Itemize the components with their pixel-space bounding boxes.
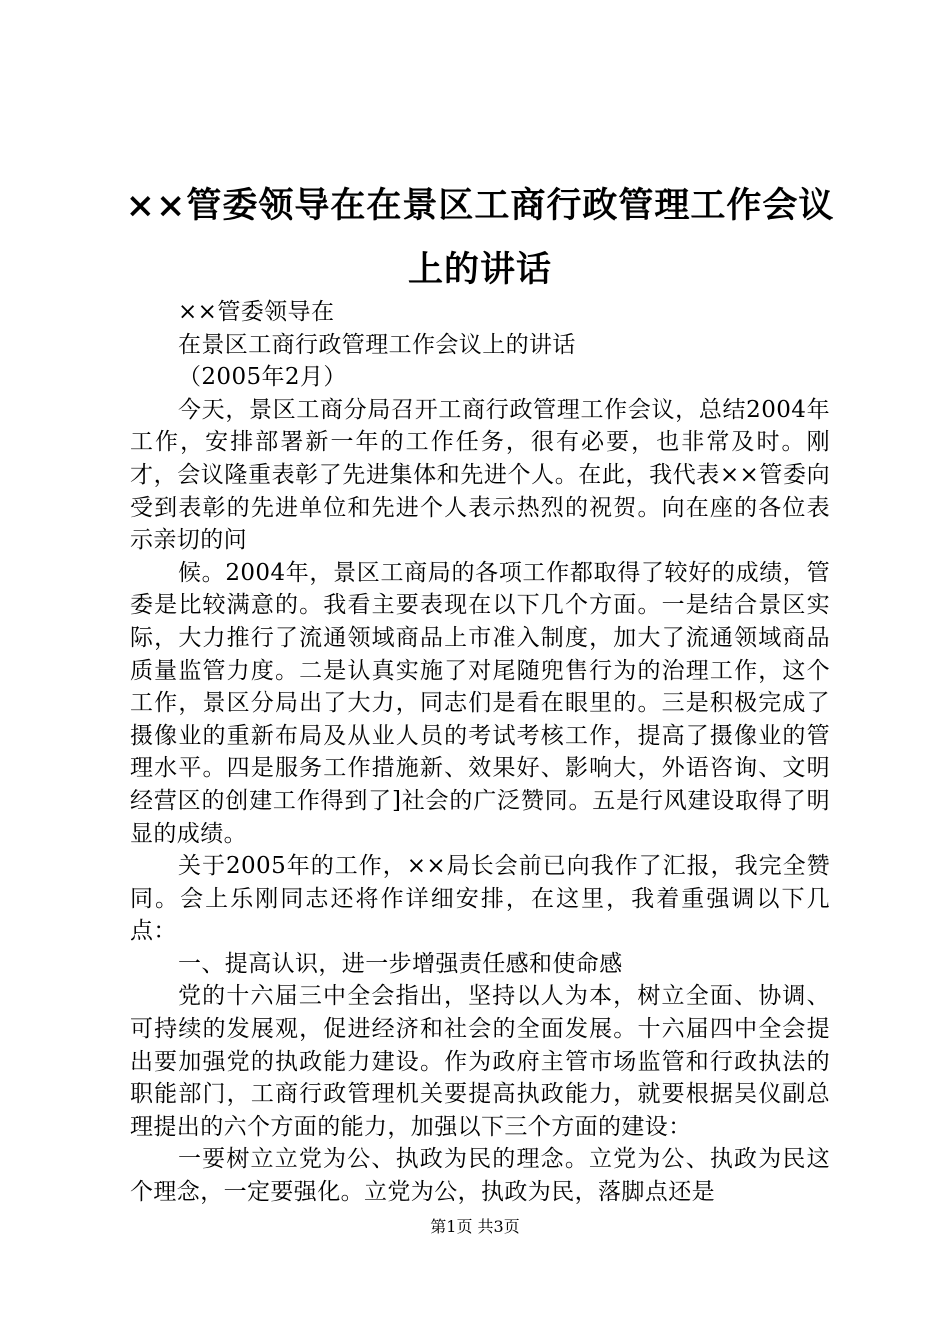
- paragraph-attribution: ××管委领导在: [178, 299, 335, 325]
- document-body: [130, 296, 830, 1209]
- paragraph-opening: 今天，景区工商分局召开工商行政管理工作会议，总结2004年工作，安排部署新一年的工作任务，很有必要，也非常及时。刚才，会议隆重表彰了先进集体和先进个人。在此，我代表××管委向受到表彰的先进单位和先进个人表示热烈的祝贺。向在座的各位表示亲切的问: [130, 396, 830, 554]
- section-heading-1: 一、提高认识，进一步增强责任感和使命感: [178, 950, 623, 977]
- page-footer: 第1页 共3页: [430, 1217, 520, 1236]
- document-title-line-1: ××管委领导在在景区工商行政管理工作会议: [125, 185, 835, 226]
- paragraph-party-guidance: 党的十六届三中全会指出，坚持以人为本，树立全面、协调、可持续的发展观，促进经济和社会的全面发展。十六届四中全会提出要加强党的执政能力建设。作为政府主管市场监管和行政执法的职能部门，工商行政管理机关要提高执政能力，就要根据吴仪副总理提出的六个方面的能力，加强以下三个方面的建设：: [130, 983, 830, 1140]
- paragraph-date: （2005年2月）: [178, 364, 347, 391]
- paragraph-subtitle: 在景区工商行政管理工作会议上的讲话: [178, 331, 576, 358]
- paragraph-2005-work: 关于2005年的工作，××局长会前已向我作了汇报，我完全赞同。会上乐刚同志还将作详细安排，在这里，我着重强调以下几点：: [130, 853, 830, 945]
- paragraph-achievements: 候。2004年，景区工商局的各项工作都取得了较好的成绩，管委是比较满意的。我看主要表现在以下几个方面。一是结合景区实际，大力推行了流通领域商品上市准入制度，加大了流通领域商品质量监管力度。二是认真实施了对尾随兜售行为的治理工作，这个工作，景区分局出了大力，同志们是看在眼里的。三是积极完成了摄像业的重新布局及从业人员的考试考核工作，提高了摄像业的管理水平。四是服务工作措施新、效果好、影响大，外语咨询、文明经营区的创建工作得到了]社会的广泛赞同。五是行风建设取得了明显的成绩。: [130, 559, 830, 847]
- paragraph-first-point: 一要树立立党为公、执政为民的理念。立党为公、执政为民这个理念，一定要强化。立党为公，执政为民，落脚点还是: [130, 1146, 830, 1206]
- document-title-line-2: 上的讲话: [407, 249, 552, 290]
